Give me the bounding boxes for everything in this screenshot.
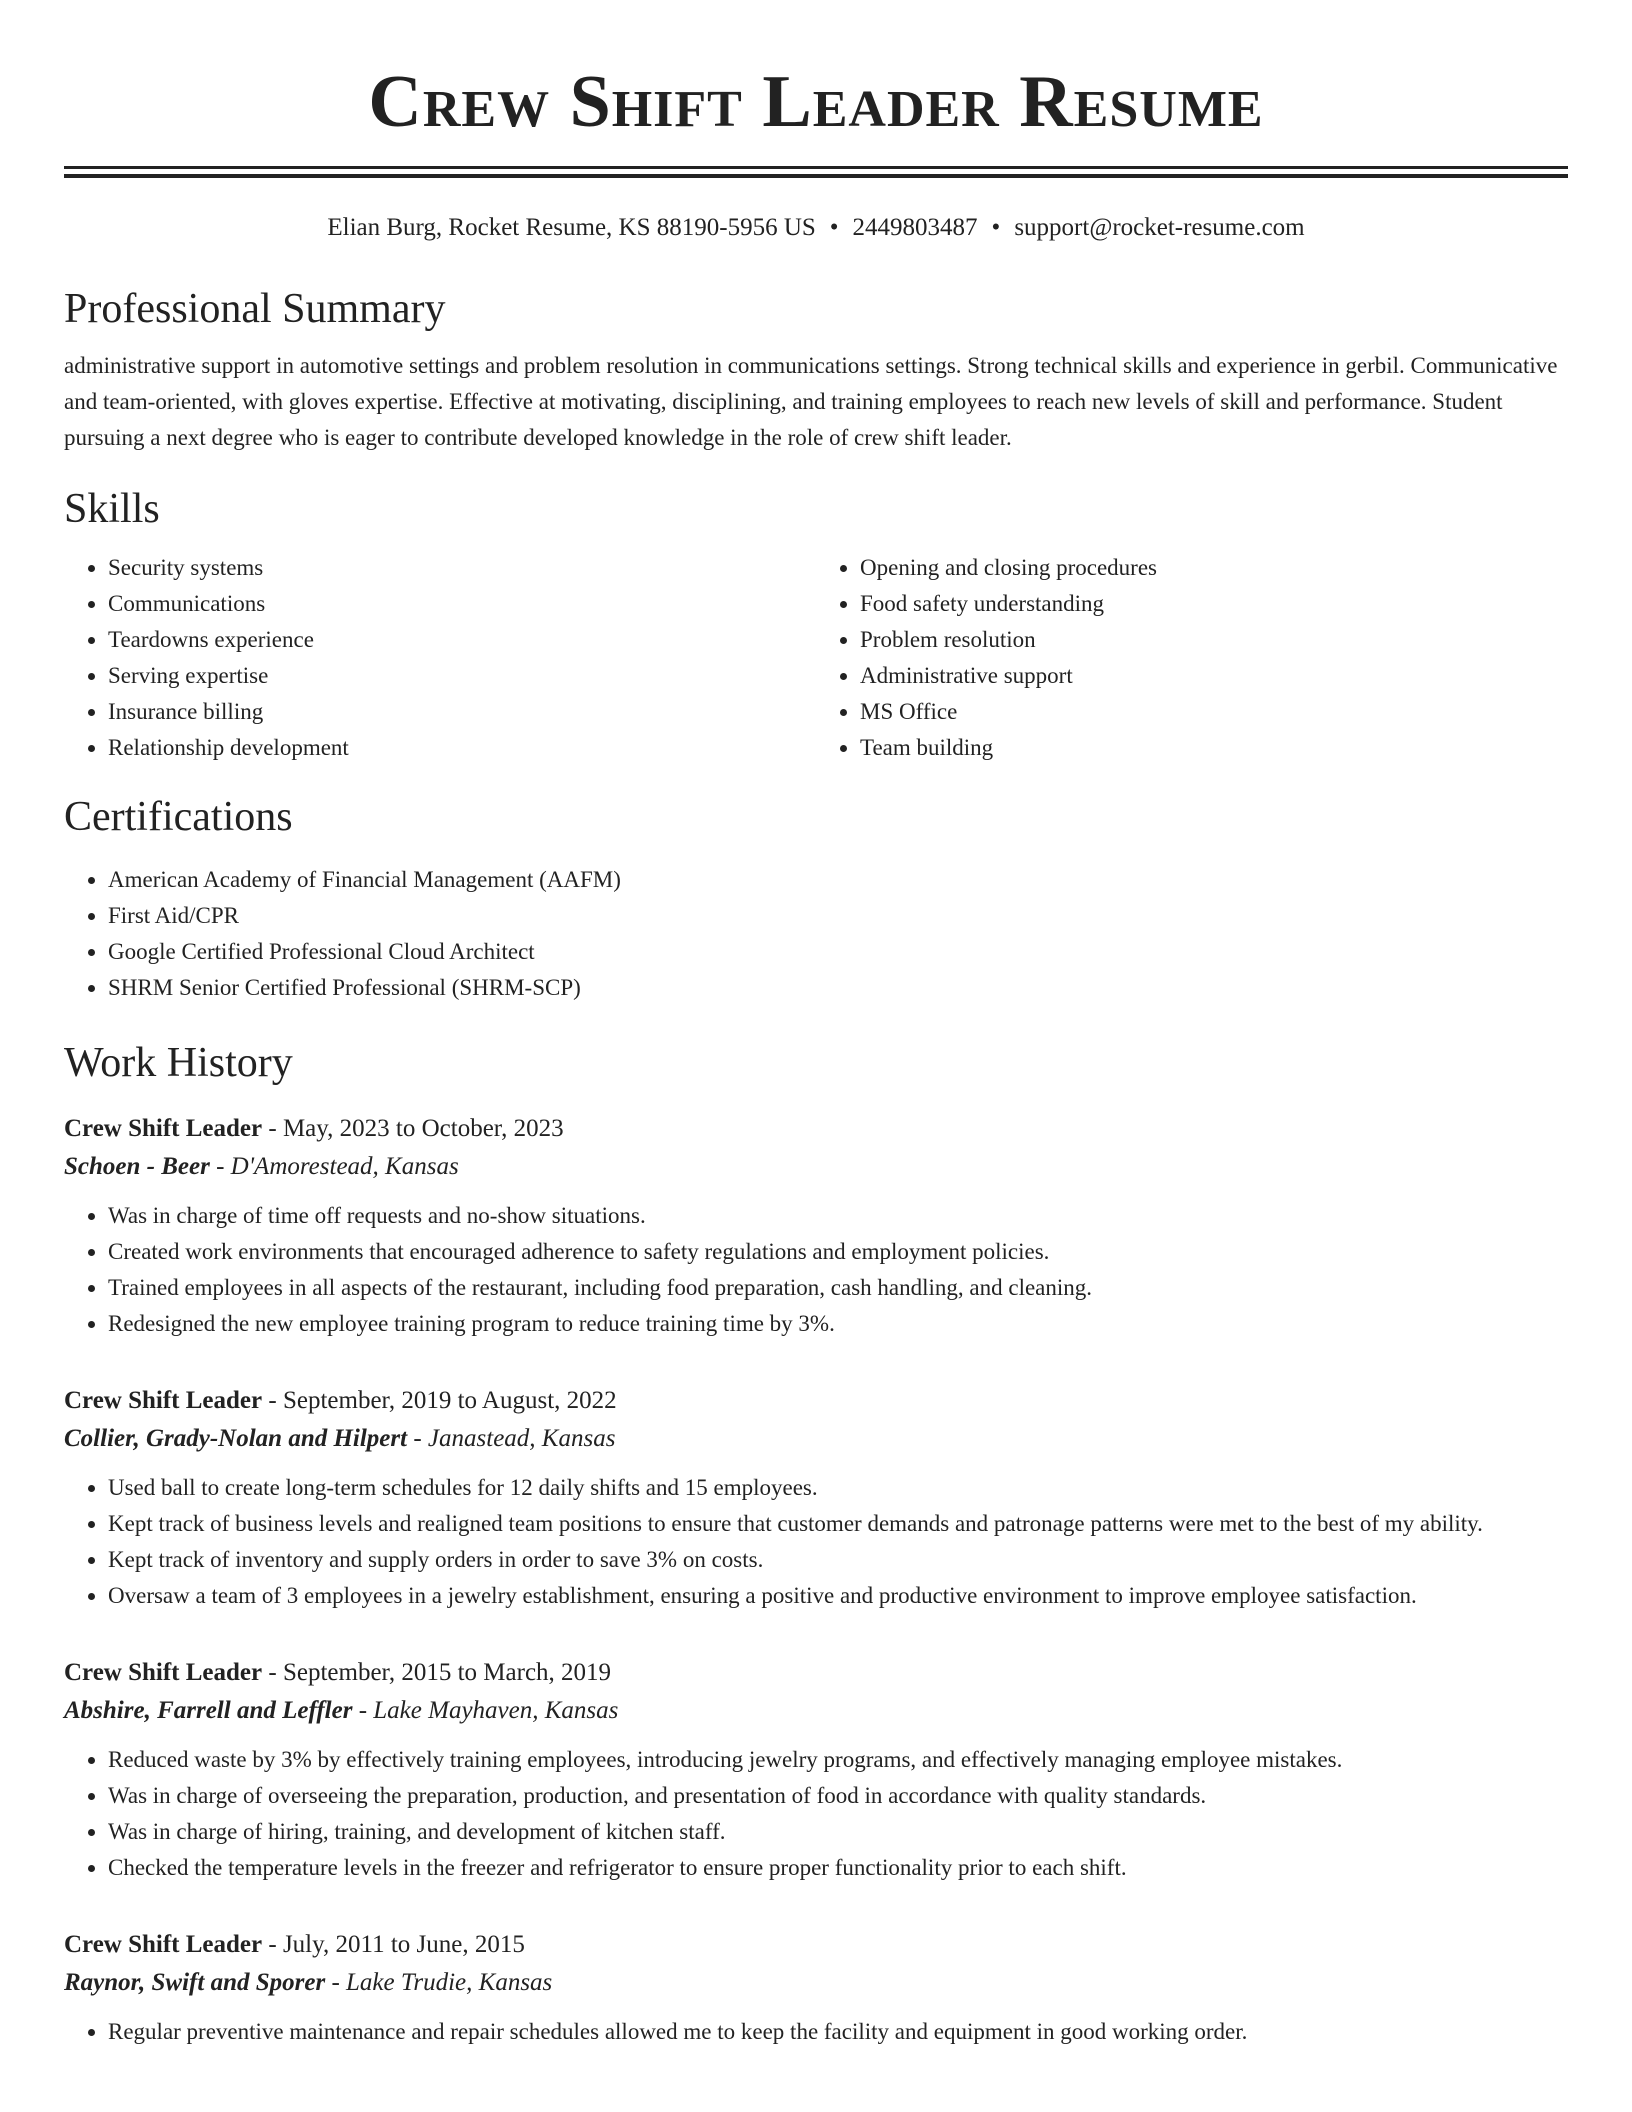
job-title-line (64, 1926, 1568, 1964)
job-bullet: • Reduced waste by 3% by effectively training employees, introducing jewelry programs, and effectively managing employee mistakes. (108, 1742, 1568, 1778)
job-title: Crew Shift Leader (64, 1387, 263, 1414)
job-company-line (64, 1420, 1568, 1458)
job-company: Raynor, Swift and Sporer (64, 1969, 326, 1996)
job-entry (64, 1654, 1568, 1886)
skill-item: • MS Office (860, 694, 1568, 730)
skill-item: • Problem resolution (860, 622, 1568, 658)
resume-title: Crew Shift Leader Resume (368, 61, 1264, 143)
job-bullets (64, 1742, 1568, 1886)
job-bullet: • Created work environments that encouraged adherence to safety regulations and employment policies. (108, 1234, 1568, 1270)
contact-address: Elian Burg, Rocket Resume, KS 88190-5956 US (327, 214, 816, 241)
job-dates: - September, 2015 to March, 2019 (262, 1659, 612, 1686)
job-bullet: • Used ball to create long-term schedules for 12 daily shifts and 15 employees. (108, 1470, 1568, 1506)
skill-item: • Teardowns experience (108, 622, 816, 658)
job-bullet: • Checked the temperature levels in the freezer and refrigerator to ensure proper functionality prior to each shift. (108, 1850, 1568, 1886)
job-bullet: • Was in charge of time off requests and no-show situations. (108, 1198, 1568, 1234)
job-bullets (64, 2014, 1568, 2050)
contact-line (64, 212, 1568, 244)
contact-phone: 2449803487 (852, 214, 978, 241)
job-dates: - July, 2011 to June, 2015 (262, 1931, 525, 1958)
skill-item: • Team building (860, 730, 1568, 766)
skill-item: • Security systems (108, 550, 816, 586)
skill-item: • Relationship development (108, 730, 816, 766)
job-company: Abshire, Farrell and Leffler (64, 1697, 353, 1724)
certification-item: • SHRM Senior Certified Professional (SHRM-SCP) (108, 970, 1568, 1006)
summary-text: administrative support in automotive settings and problem resolution in communications settings. Strong technical skills and experience in gerbil. Communicative and team-oriented, with gloves expertise. Effective at motivating, disciplining, and training employees to reach new levels of skill and performance. Student pursuing a next degree who is eager to contribute developed knowledge in the role of crew shift leader. (64, 353, 1558, 450)
certification-item: • Google Certified Professional Cloud Architect (108, 934, 1568, 970)
job-entry (64, 1110, 1568, 1342)
job-company-line (64, 1964, 1568, 2002)
job-bullets (64, 1470, 1568, 1614)
skill-item: • Opening and closing procedures (860, 550, 1568, 586)
job-bullet: • Redesigned the new employee training program to reduce training time by 3%. (108, 1306, 1568, 1342)
certifications-list (64, 862, 1568, 1006)
job-title: Crew Shift Leader (64, 1931, 263, 1958)
title-divider-bottom (64, 174, 1568, 178)
job-bullet: • Oversaw a team of 3 employees in a jewelry establishment, ensuring a positive and productive environment to improve employee satisfaction. (108, 1578, 1568, 1614)
job-bullet: • Kept track of inventory and supply orders in order to save 3% on costs. (108, 1542, 1568, 1578)
skill-item: • Administrative support (860, 658, 1568, 694)
job-title: Crew Shift Leader (64, 1659, 263, 1686)
certifications-heading: Certifications (64, 794, 293, 840)
certification-item: • First Aid/CPR (108, 898, 1568, 934)
skill-item: • Communications (108, 586, 816, 622)
job-bullets (64, 1198, 1568, 1342)
job-bullet: • Trained employees in all aspects of the restaurant, including food preparation, cash handling, and cleaning. (108, 1270, 1568, 1306)
job-company: Schoen - Beer (64, 1153, 210, 1180)
job-company-line (64, 1692, 1568, 1730)
job-entry (64, 1926, 1568, 2050)
job-bullet: • Was in charge of hiring, training, and development of kitchen staff. (108, 1814, 1568, 1850)
certification-item: • American Academy of Financial Management (AAFM) (108, 862, 1568, 898)
title-divider-top (64, 166, 1568, 169)
job-title-line (64, 1382, 1568, 1420)
job-company: Collier, Grady-Nolan and Hilpert (64, 1425, 408, 1452)
skill-item: • Serving expertise (108, 658, 816, 694)
skills-heading: Skills (64, 486, 160, 532)
skills-list-right (816, 550, 1568, 766)
work-history-heading: Work History (64, 1040, 293, 1086)
contact-email: support@rocket-resume.com (1014, 214, 1305, 241)
job-location: - Janastead, Kansas (407, 1425, 616, 1452)
job-company-line (64, 1148, 1568, 1186)
job-title-line (64, 1654, 1568, 1692)
job-dates: - May, 2023 to October, 2023 (262, 1115, 564, 1142)
skill-item: • Food safety understanding (860, 586, 1568, 622)
summary-heading: Professional Summary (64, 286, 446, 332)
job-bullet: • Kept track of business levels and realigned team positions to ensure that customer demands and patronage patterns were met to the best of my ability. (108, 1506, 1568, 1542)
job-dates: - September, 2019 to August, 2022 (262, 1387, 617, 1414)
job-location: - Lake Mayhaven, Kansas (352, 1697, 619, 1724)
job-title-line (64, 1110, 1568, 1148)
contact-separator: • (991, 214, 1001, 241)
job-title: Crew Shift Leader (64, 1115, 263, 1142)
job-entry (64, 1382, 1568, 1614)
skill-item: • Insurance billing (108, 694, 816, 730)
job-location: - Lake Trudie, Kansas (325, 1969, 553, 1996)
job-location: - D'Amorestead, Kansas (209, 1153, 459, 1180)
job-bullet: • Regular preventive maintenance and repair schedules allowed me to keep the facility and equipment in good working order. (108, 2014, 1568, 2050)
contact-separator: • (829, 214, 839, 241)
skills-list-left (64, 550, 816, 766)
skills-columns (64, 550, 1568, 766)
job-bullet: • Was in charge of overseeing the preparation, production, and presentation of food in accordance with quality standards. (108, 1778, 1568, 1814)
